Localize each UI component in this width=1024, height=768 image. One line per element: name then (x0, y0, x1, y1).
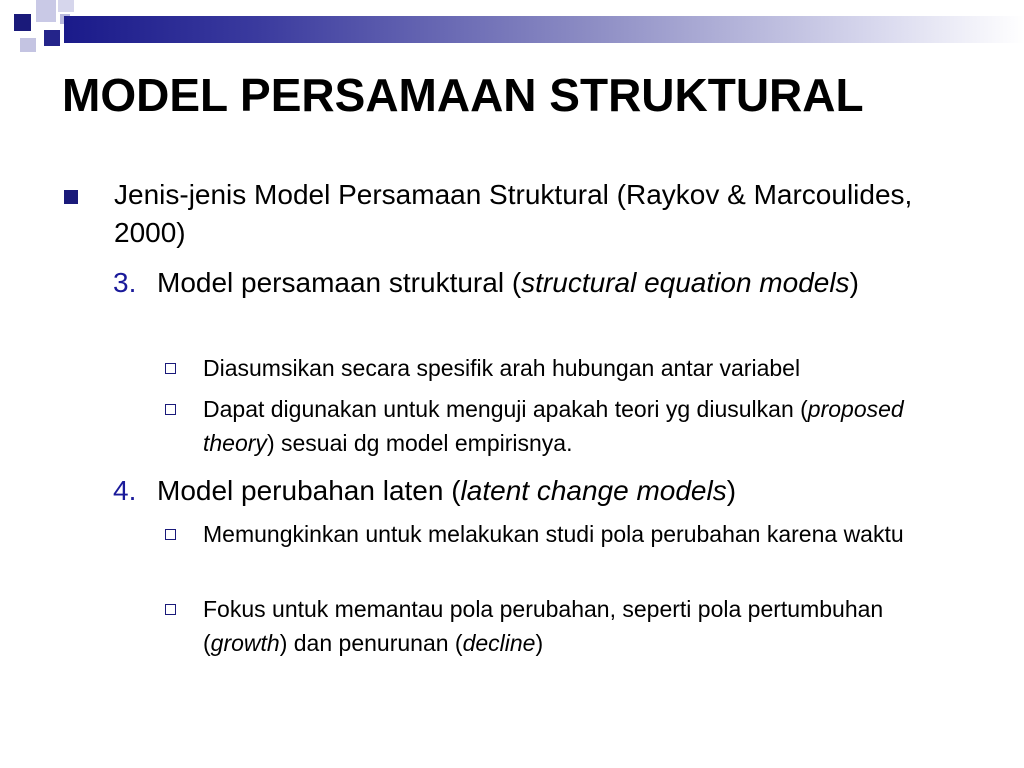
item-heading-text: ) (726, 475, 737, 506)
hollow-square-bullet-icon (165, 604, 176, 615)
sub-bullet-italic: growth (210, 630, 280, 656)
hollow-square-bullet-icon (165, 404, 176, 415)
sub-bullet-text: Diasumsikan secara spesifik arah hubungan antar variabel (203, 355, 801, 381)
sub-bullet-segment: Fokus untuk memantau pola perubahan, seperti pola pertumbuhan ( (203, 596, 884, 656)
item-heading-text: Model perubahan laten ( (157, 475, 461, 506)
item-heading-italic: structural equation models (521, 267, 850, 298)
item-number: 4. (113, 475, 137, 506)
item-number: 3. (113, 267, 137, 298)
sub-bullet-text (203, 392, 963, 460)
bullet-text: Jenis-jenis Model Persamaan Struktural (Raykov & Marcoulides, 2000) (114, 179, 913, 248)
sub-bullet-segment: Dapat digunakan untuk menguji apakah teori yg diusulkan ( (203, 396, 808, 422)
item-heading (157, 472, 937, 510)
item-heading-text: ) (849, 267, 859, 298)
sub-bullet-segment: ) (535, 630, 544, 656)
sub-bullet-segment: ) dan penurunan ( (279, 630, 463, 656)
sub-bullet-text (203, 592, 963, 660)
sub-bullet-italic: proposed theory (203, 396, 904, 456)
sub-bullet-segment: ) sesuai dg model empirisnya. (266, 430, 573, 456)
sub-bullet-italic: decline (462, 630, 536, 656)
item-heading (157, 264, 937, 302)
square-bullet-icon (64, 190, 78, 204)
item-heading-text: Model persamaan struktural ( (157, 267, 522, 298)
hollow-square-bullet-icon (165, 529, 176, 540)
slide-title: MODEL PERSAMAAN STRUKTURAL (62, 69, 864, 121)
item-heading-italic: latent change models (460, 475, 727, 506)
sub-bullet-text: Memungkinkan untuk melakukan studi pola perubahan karena waktu (203, 521, 904, 547)
hollow-square-bullet-icon (165, 363, 176, 374)
